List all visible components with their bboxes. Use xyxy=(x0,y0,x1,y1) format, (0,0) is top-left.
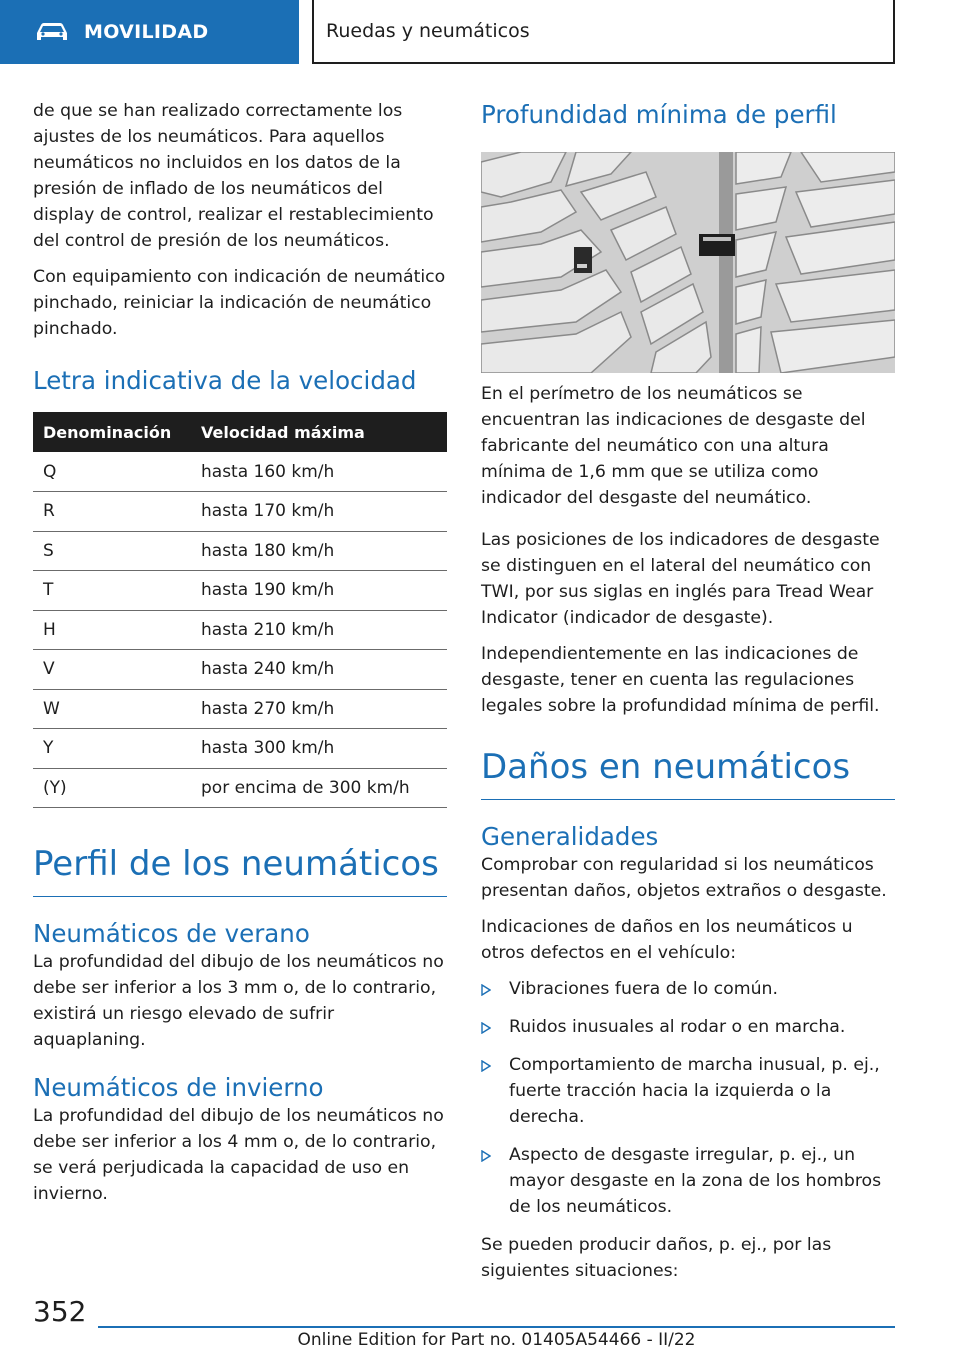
wear-paragraph-1: En el perímetro de los neumáticos se encuentran las indicaciones de desgaste del fabricante del neumático con una altura mínima de 1,6 mm que se utiliza como indicador del desgaste del neumático. xyxy=(481,384,866,508)
intro-paragraph-1: de que se han realizado correctamente los ajustes de los neumáticos. Para aquellos neumáticos no incluidos en los datos de la presión de inflado de los neumáticos del display de control, realizar el restablecimiento del control de presión de los neumáticos. xyxy=(33,101,434,251)
chapter-header xyxy=(312,0,895,64)
speed-value: hasta 180 km/h xyxy=(191,531,447,571)
summer-heading: Neumáticos de verano xyxy=(33,919,310,948)
page-number: 352 xyxy=(33,1295,87,1328)
winter-paragraph: La profundidad del dibujo de los neumáticos no debe ser inferior a los 4 mm o, de lo contrario, se verá perjudicada la capacidad de uso en invierno. xyxy=(33,1106,444,1204)
table-row xyxy=(33,452,447,492)
list-item: Comportamiento de marcha inusual, p. ej., fuerte tracción hacia la izquierda o la derecha. xyxy=(481,1052,895,1130)
bullet-triangle-icon xyxy=(481,1150,491,1162)
table-row xyxy=(33,571,447,611)
table-row xyxy=(33,610,447,650)
speed-letter: R xyxy=(33,492,191,532)
min-depth-heading: Profundidad mínima de perfil xyxy=(481,100,837,129)
chapter-title: Ruedas y neumáticos xyxy=(326,20,530,42)
speed-letter: H xyxy=(33,610,191,650)
general-heading: Generalidades xyxy=(481,822,659,851)
list-item: Aspecto de desgaste irregular, p. ej., un mayor desgaste en la zona de los hombros de los neumáticos. xyxy=(481,1142,895,1220)
speed-value: hasta 160 km/h xyxy=(191,452,447,492)
general-paragraph-1: Comprobar con regularidad si los neumáticos presentan daños, objetos extraños o desgaste. xyxy=(481,855,887,901)
section-tab xyxy=(0,0,299,64)
speed-letter: S xyxy=(33,531,191,571)
table-row xyxy=(33,650,447,690)
speed-letter: W xyxy=(33,689,191,729)
wear-paragraph-2: Las posiciones de los indicadores de desgaste se distinguen en el lateral del neumático con TWI, por sus siglas en inglés para Tread Wear Indicator (indicador de desgaste). xyxy=(481,530,880,628)
winter-heading: Neumáticos de invierno xyxy=(33,1073,324,1102)
left-column xyxy=(33,98,447,1217)
speed-value: hasta 190 km/h xyxy=(191,571,447,611)
damage-signs-list xyxy=(481,976,895,1220)
general-paragraph-3: Se pueden producir daños, p. ej., por las siguientes situaciones: xyxy=(481,1235,832,1281)
damage-heading: Daños en neumáticos xyxy=(481,747,895,800)
tire-tread-illustration xyxy=(481,152,895,373)
speed-letter: V xyxy=(33,650,191,690)
speed-letter: T xyxy=(33,571,191,611)
speed-value: hasta 210 km/h xyxy=(191,610,447,650)
speed-heading: Letra indicativa de la velocidad xyxy=(33,366,417,395)
footer-edition: Online Edition for Part no. 01405A54466 - II/22 xyxy=(297,1330,696,1350)
speed-letter: Y xyxy=(33,729,191,769)
tread-wear-figure xyxy=(481,152,895,373)
bullet-triangle-icon xyxy=(481,984,491,996)
table-row xyxy=(33,689,447,729)
table-row xyxy=(33,531,447,571)
intro-paragraph-2: Con equipamiento con indicación de neumático pinchado, reiniciar la indicación de neumático pinchado. xyxy=(33,267,446,339)
bullet-triangle-icon xyxy=(481,1022,491,1034)
car-icon xyxy=(34,21,70,43)
speed-value: por encima de 300 km/h xyxy=(191,768,447,808)
speed-value: hasta 270 km/h xyxy=(191,689,447,729)
list-item: Ruidos inusuales al rodar o en marcha. xyxy=(481,1014,895,1040)
bullet-triangle-icon xyxy=(481,1060,491,1072)
table-row xyxy=(33,729,447,769)
speed-letter: Q xyxy=(33,452,191,492)
speed-table xyxy=(33,412,447,808)
speed-value: hasta 300 km/h xyxy=(191,729,447,769)
col-header-denomination: Denominación xyxy=(33,412,191,452)
right-column xyxy=(481,98,895,1294)
wear-paragraph-3: Independientemente en las indicaciones de desgaste, tener en cuenta las regulaciones legales sobre la profundidad mínima de perfil. xyxy=(481,644,880,716)
col-header-max-speed: Velocidad máxima xyxy=(191,412,447,452)
speed-value: hasta 240 km/h xyxy=(191,650,447,690)
general-paragraph-2: Indicaciones de daños en los neumáticos u otros defectos en el vehículo: xyxy=(481,917,853,963)
table-row xyxy=(33,492,447,532)
list-item: Vibraciones fuera de lo común. xyxy=(481,976,895,1002)
speed-letter: (Y) xyxy=(33,768,191,808)
footer-divider xyxy=(98,1326,895,1328)
table-row xyxy=(33,768,447,808)
speed-table-header xyxy=(33,412,447,452)
profile-heading: Perfil de los neumáticos xyxy=(33,844,447,897)
speed-value: hasta 170 km/h xyxy=(191,492,447,532)
summer-paragraph: La profundidad del dibujo de los neumáticos no debe ser inferior a los 3 mm o, de lo contrario, existirá un riesgo elevado de sufrir aquaplaning. xyxy=(33,952,444,1050)
section-title: MOVILIDAD xyxy=(84,21,209,43)
